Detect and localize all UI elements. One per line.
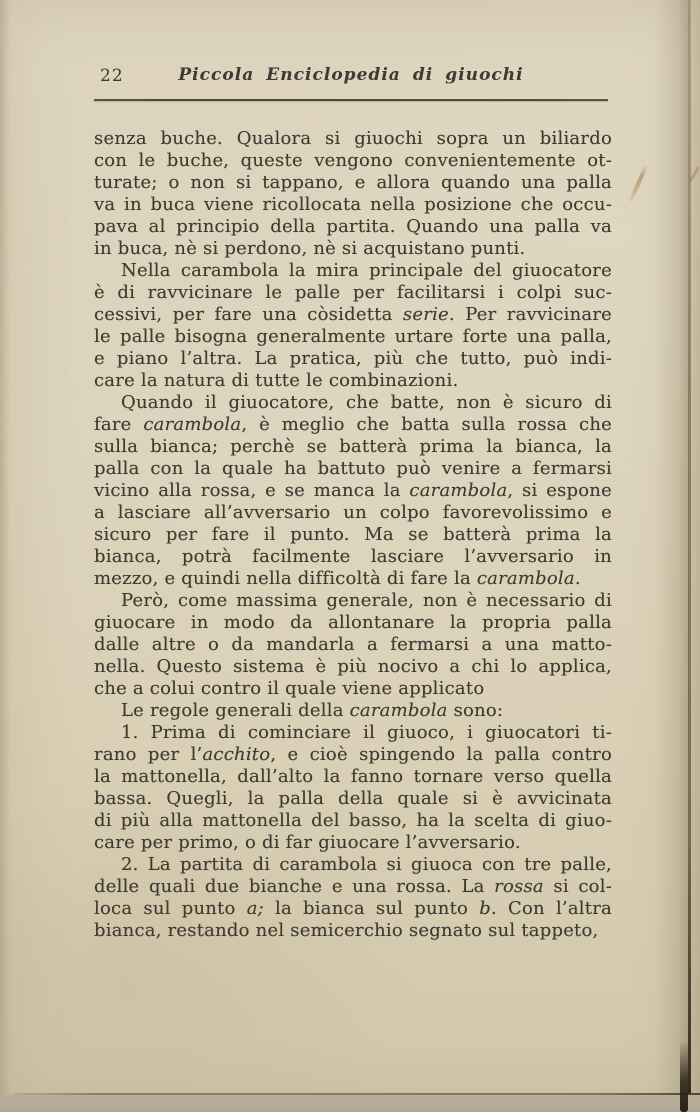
paragraph: [94, 128, 612, 260]
text-line: è di ravvicinare le palle per facilitarsi i colpi suc-: [94, 282, 612, 303]
text-block: [94, 128, 612, 942]
page-header: [94, 64, 608, 90]
bottom-page-edge-line: [14, 1093, 700, 1095]
text-line: cessivi, per fare una còsidetta serie. Per ravvicinare: [94, 304, 613, 325]
right-fold-shadow: [654, 0, 700, 1112]
text-line: 1. Prima di cominciare il giuoco, i giuocatori ti-: [121, 722, 612, 743]
paragraph: [94, 722, 612, 854]
text-line: sicuro per fare il punto. Ma se batterà prima la: [94, 524, 612, 545]
text-line: Quando il giuocatore, che batte, non è sicuro di: [121, 392, 612, 413]
text-line: sulla bianca; perchè se batterà prima la bianca, la: [94, 436, 612, 457]
text-line: con le buche, queste vengono convenientemente ot-: [94, 150, 612, 171]
paragraph: [94, 392, 612, 590]
text-line: va in buca viene ricollocata nella posizione che occu-: [94, 194, 612, 215]
text-line: Però, come massima generale, non è necessario di: [121, 590, 612, 611]
text-line: vicino alla rossa, e se manca la carambola, si espone: [94, 480, 612, 501]
text-line: di più alla mattonella del basso, ha la scelta di giuo-: [94, 810, 612, 831]
text-line: che a colui contro il quale viene applicato: [94, 678, 485, 699]
text-line: loca sul punto a; la bianca sul punto b. Con l’altra: [94, 898, 612, 919]
text-line: bianca, restando nel semicerchio segnato sul tappeto,: [94, 920, 599, 941]
right-fold-line: [688, 0, 691, 1112]
text-line: le palle bisogna generalmente urtare forte una palla,: [94, 326, 612, 347]
paragraph: [94, 590, 612, 700]
text-line: a lasciare all’avversario un colpo favorevolissimo e: [94, 502, 612, 523]
page-number: 22: [100, 66, 124, 86]
text-line: palla con la quale ha battuto può venire a fermarsi: [94, 458, 612, 479]
text-line: rano per l’acchito, e cioè spingendo la palla contro: [94, 744, 612, 765]
text-line: fare carambola, è meglio che batta sulla rossa che: [94, 414, 613, 435]
paragraph: [94, 700, 612, 722]
text-line: bianca, potrà facilmente lasciare l’avversario in: [94, 546, 612, 567]
paragraph: [94, 260, 612, 392]
header-rule: [94, 99, 608, 101]
text-line: delle quali due bianche e una rossa. La rossa si col-: [94, 876, 612, 897]
text-line: bassa. Quegli, la palla della quale si è avvicinata: [94, 788, 612, 809]
text-line: giuocare in modo da allontanare la propria palla: [94, 612, 612, 633]
text-line: in buca, nè si perdono, nè si acquistano punti.: [94, 238, 526, 259]
text-line: mezzo, e quindi nella difficoltà di fare la carambola.: [94, 568, 581, 589]
text-line: 2. La partita di carambola si giuoca con tre palle,: [121, 854, 612, 875]
text-line: e piano l’altra. La pratica, più che tutto, può indi-: [94, 348, 612, 369]
text-line: care la natura di tutte le combinazioni.: [94, 370, 459, 391]
text-line: Nella carambola la mira principale del giuocatore: [121, 260, 612, 281]
text-line: nella. Questo sistema è più nocivo a chi lo applica,: [94, 656, 612, 677]
paragraph: [94, 854, 612, 942]
text-line: care per primo, o di far giuocare l’avversario.: [94, 832, 521, 853]
running-title: Piccola Enciclopedia di giuochi: [178, 65, 524, 85]
text-line: la mattonella, dall’alto la fanno tornare verso quella: [94, 766, 612, 787]
text-line: senza buche. Qualora si giuochi sopra un biliardo: [94, 128, 612, 149]
text-line: turate; o non si tappano, e allora quando una palla: [94, 172, 612, 193]
paper-scratch-mark: [628, 164, 649, 204]
text-line: dalle altre o da mandarla a fermarsi a una matto-: [94, 634, 612, 655]
text-line: Le regole generali della carambola sono:: [121, 700, 504, 721]
left-page-edge-shadow: [0, 0, 10, 1112]
text-line: pava al principio della partita. Quando una palla va: [94, 216, 612, 237]
bottom-right-spine-shadow: [680, 1040, 688, 1112]
next-page-edge: [0, 1095, 700, 1112]
